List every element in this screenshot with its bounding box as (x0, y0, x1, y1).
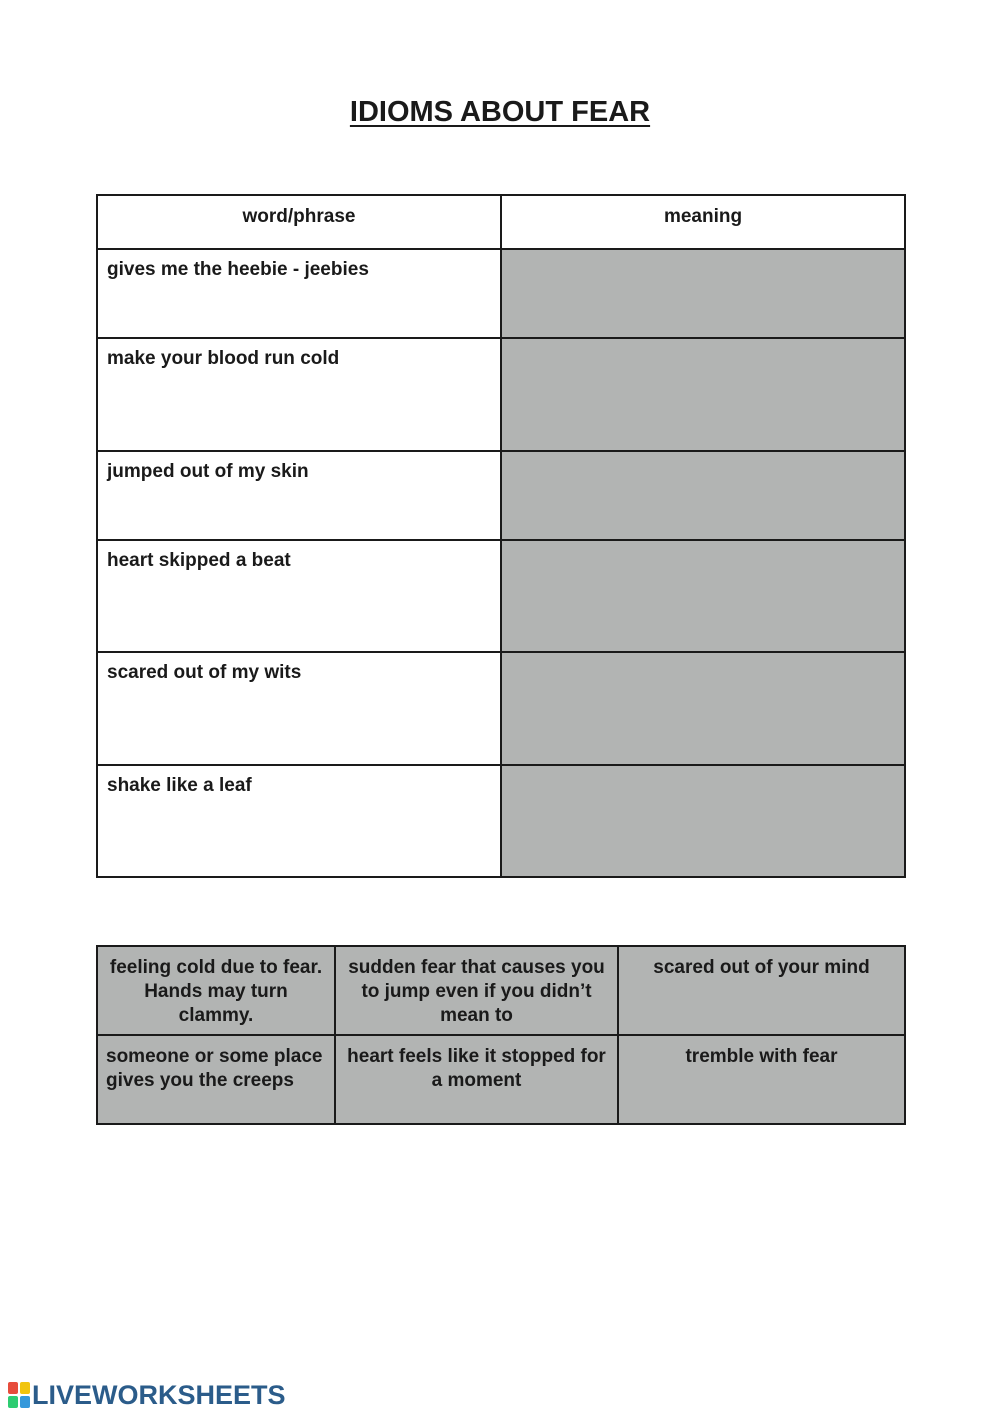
page-title: IDIOMS ABOUT FEAR (349, 96, 651, 128)
word-bank-card[interactable]: sudden fear that causes you to jump even if you didn’t mean to (335, 946, 618, 1035)
phrase-cell: scared out of my wits (97, 652, 501, 765)
logo-blocks-icon (8, 1382, 30, 1408)
word-bank-card[interactable]: heart feels like it stopped for a moment (335, 1035, 618, 1124)
word-bank-card[interactable]: scared out of your mind (618, 946, 905, 1035)
meaning-input[interactable] (502, 250, 904, 287)
meaning-cell (501, 451, 905, 540)
meaning-cell (501, 338, 905, 451)
logo-block (20, 1396, 30, 1408)
logo-block (8, 1382, 18, 1394)
phrase-cell: shake like a leaf (97, 765, 501, 877)
liveworksheets-logo (8, 1380, 286, 1410)
header-phrase: word/phrase (97, 195, 501, 249)
meaning-input[interactable] (502, 766, 904, 803)
table-header-row (97, 195, 905, 249)
word-bank-row (97, 946, 905, 1035)
phrase-cell: gives me the heebie - jeebies (97, 249, 501, 338)
phrase-cell: make your blood run cold (97, 338, 501, 451)
meaning-cell (501, 765, 905, 877)
table-row (97, 451, 905, 540)
meaning-input[interactable] (502, 541, 904, 578)
phrase-cell: jumped out of my skin (97, 451, 501, 540)
header-meaning: meaning (501, 195, 905, 249)
word-bank-row (97, 1035, 905, 1124)
table-row (97, 765, 905, 877)
idioms-table (96, 194, 906, 878)
meaning-cell (501, 540, 905, 652)
word-bank-card[interactable]: tremble with fear (618, 1035, 905, 1124)
logo-text: LIVEWORKSHEETS (32, 1379, 286, 1410)
word-bank-card[interactable]: feeling cold due to fear. Hands may turn clammy. (97, 946, 335, 1035)
logo-block (8, 1396, 18, 1408)
word-bank (96, 945, 906, 1125)
meaning-input[interactable] (502, 452, 904, 489)
table-row (97, 249, 905, 338)
logo-block (20, 1382, 30, 1394)
meaning-input[interactable] (502, 339, 904, 376)
meaning-input[interactable] (502, 653, 904, 690)
phrase-cell: heart skipped a beat (97, 540, 501, 652)
word-bank-card[interactable]: someone or some place gives you the creeps (97, 1035, 335, 1124)
table-row (97, 652, 905, 765)
table-row (97, 540, 905, 652)
meaning-cell (501, 249, 905, 338)
meaning-cell (501, 652, 905, 765)
table-row (97, 338, 905, 451)
